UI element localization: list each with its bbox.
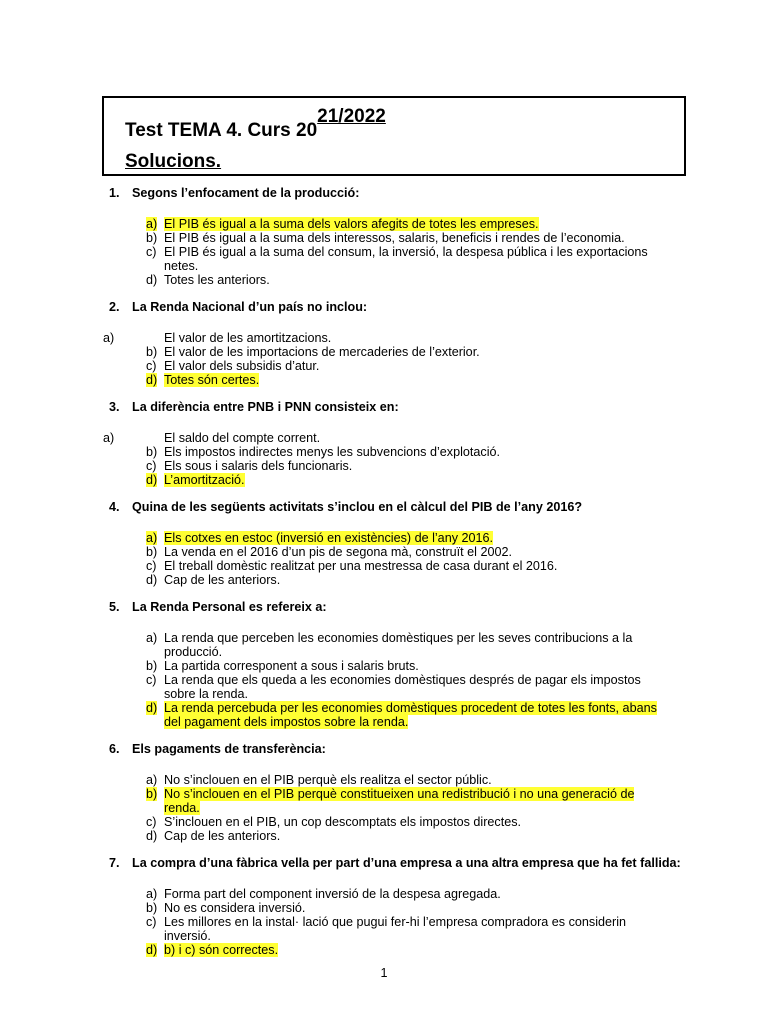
question-title xyxy=(109,300,768,314)
option-item xyxy=(0,815,768,829)
page-number: 1 xyxy=(380,966,388,980)
option-letter: d) xyxy=(146,473,158,487)
title-box xyxy=(102,96,686,176)
option-list xyxy=(0,331,768,387)
question-text: La Renda Personal es refereix a: xyxy=(132,600,327,614)
option-list xyxy=(0,217,768,287)
option-letter: c) xyxy=(146,673,157,687)
title-main: Test TEMA 4. Curs 20 xyxy=(125,120,318,141)
correct-answer-text: b) i c) són correctes. xyxy=(164,943,279,957)
option-letter: a) xyxy=(103,431,115,445)
option-letter: c) xyxy=(146,459,157,473)
option-letter: b) xyxy=(146,345,158,359)
option-letter: b) xyxy=(146,545,158,559)
option-list xyxy=(0,773,768,843)
correct-answer-text: No s’inclouen en el PIB perquè constitueixen una redistribució i no una generació de renda. xyxy=(164,787,635,815)
option-text: El PIB és igual a la suma dels interessos, salaris, beneficis i rendes de l’economia. xyxy=(164,231,625,245)
option-item xyxy=(0,773,768,787)
option-item xyxy=(0,217,768,231)
option-text: El valor de les importacions de mercaderies de l’exterior. xyxy=(164,345,480,359)
question-text: La Renda Nacional d’un país no inclou: xyxy=(132,300,368,314)
option-item xyxy=(0,345,768,359)
question-2 xyxy=(0,300,768,387)
question-list xyxy=(0,186,768,970)
option-text: El valor de les amortitzacions. xyxy=(164,331,332,345)
option-text: No es considera inversió. xyxy=(164,901,306,915)
option-text: Cap de les anteriors. xyxy=(164,829,281,843)
option-list xyxy=(0,631,768,729)
question-6 xyxy=(0,742,768,843)
option-list xyxy=(0,531,768,587)
option-text: Totes les anteriors. xyxy=(164,273,270,287)
option-letter: a) xyxy=(146,631,158,645)
option-letter: d) xyxy=(146,573,158,587)
question-number: 7. xyxy=(109,856,120,870)
option-text: El saldo del compte corrent. xyxy=(164,431,321,445)
question-text: La diferència entre PNB i PNN consisteix en: xyxy=(132,400,399,414)
question-4 xyxy=(0,500,768,587)
option-text: Forma part del component inversió de la despesa agregada. xyxy=(164,887,501,901)
option-letter: a) xyxy=(146,217,158,231)
question-number: 4. xyxy=(109,500,120,514)
option-letter: b) xyxy=(146,231,158,245)
option-letter: c) xyxy=(146,915,157,929)
option-letter: d) xyxy=(146,701,158,715)
option-letter: b) xyxy=(146,445,158,459)
option-text: La venda en el 2016 d’un pis de segona mà, construït el 2002. xyxy=(164,545,512,559)
option-text: El PIB és igual a la suma del consum, la inversió, la despesa pública i les exportacions netes. xyxy=(164,245,648,273)
option-letter: a) xyxy=(103,331,115,345)
option-item xyxy=(0,431,768,445)
option-item xyxy=(0,829,768,843)
option-letter: c) xyxy=(146,359,157,373)
option-item xyxy=(0,659,768,673)
option-item xyxy=(0,545,768,559)
option-item xyxy=(0,673,768,701)
question-number: 3. xyxy=(109,400,120,414)
question-text: Els pagaments de transferència: xyxy=(132,742,326,756)
option-text: S’inclouen en el PIB, un cop descomptats els impostos directes. xyxy=(164,815,522,829)
option-item xyxy=(0,559,768,573)
option-item xyxy=(0,359,768,373)
title-year: 21/2022 xyxy=(317,106,386,127)
question-number: 1. xyxy=(109,186,120,200)
question-5 xyxy=(0,600,768,729)
option-text: Els impostos indirectes menys les subvencions d’explotació. xyxy=(164,445,500,459)
option-text: El treball domèstic realitzat per una mestressa de casa durant el 2016. xyxy=(164,559,558,573)
option-item xyxy=(0,701,768,729)
correct-answer-text: Totes són certes. xyxy=(164,373,260,387)
option-list xyxy=(0,887,768,957)
option-item xyxy=(0,915,768,943)
option-list xyxy=(0,431,768,487)
question-title xyxy=(109,856,768,870)
option-item xyxy=(0,273,768,287)
option-letter: c) xyxy=(146,815,157,829)
option-letter: d) xyxy=(146,373,158,387)
option-text: Cap de les anteriors. xyxy=(164,573,281,587)
option-letter: a) xyxy=(146,531,158,545)
correct-answer-text: Els cotxes en estoc (inversió en existències) de l’any 2016. xyxy=(164,531,494,545)
question-1 xyxy=(0,186,768,287)
option-letter: b) xyxy=(146,787,158,801)
option-text: La renda que perceben les economies domèstiques per les seves contribucions a la producció. xyxy=(164,631,633,659)
question-number: 2. xyxy=(109,300,120,314)
question-7 xyxy=(0,856,768,957)
option-text: La renda que els queda a les economies domèstiques després de pagar els impostos sobre la renda. xyxy=(164,673,641,701)
option-letter: c) xyxy=(146,559,157,573)
option-letter: a) xyxy=(146,773,158,787)
question-text: La compra d’una fàbrica vella per part d’una empresa a una altra empresa que ha fet fallida: xyxy=(132,856,681,870)
option-item xyxy=(0,459,768,473)
question-number: 5. xyxy=(109,600,120,614)
correct-answer-text: El PIB és igual a la suma dels valors afegits de totes les empreses. xyxy=(164,217,539,231)
question-title xyxy=(109,400,768,414)
option-item xyxy=(0,787,768,815)
question-number: 6. xyxy=(109,742,120,756)
option-item xyxy=(0,245,768,273)
question-text: Segons l’enfocament de la producció: xyxy=(132,186,360,200)
option-text: No s’inclouen en el PIB perquè els realitza el sector públic. xyxy=(164,773,492,787)
question-title xyxy=(109,600,768,614)
correct-answer-text: L’amortització. xyxy=(164,473,245,487)
option-item xyxy=(0,331,768,345)
option-letter: d) xyxy=(146,273,158,287)
question-text: Quina de les següents activitats s’inclou en el càlcul del PIB de l’any 2016? xyxy=(132,500,583,514)
option-letter: d) xyxy=(146,943,158,957)
option-item xyxy=(0,573,768,587)
option-item xyxy=(0,631,768,659)
option-item xyxy=(0,373,768,387)
option-item xyxy=(0,231,768,245)
option-item xyxy=(0,445,768,459)
option-item xyxy=(0,901,768,915)
option-item xyxy=(0,887,768,901)
option-text: Els sous i salaris dels funcionaris. xyxy=(164,459,353,473)
option-text: El valor dels subsidis d’atur. xyxy=(164,359,320,373)
option-letter: a) xyxy=(146,887,158,901)
option-letter: b) xyxy=(146,659,158,673)
option-item xyxy=(0,943,768,957)
page-subtitle: Solucions. xyxy=(125,151,222,172)
option-item xyxy=(0,473,768,487)
option-text: Les millores en la instal· lació que pugui fer-hi l’empresa compradora es considerin inversió. xyxy=(164,915,626,943)
question-3 xyxy=(0,400,768,487)
page-title xyxy=(125,106,386,142)
option-letter: b) xyxy=(146,901,158,915)
option-letter: d) xyxy=(146,829,158,843)
option-text: La partida corresponent a sous i salaris bruts. xyxy=(164,659,419,673)
question-title xyxy=(109,742,768,756)
question-title xyxy=(109,186,768,200)
option-letter: c) xyxy=(146,245,157,259)
option-item xyxy=(0,531,768,545)
question-title xyxy=(109,500,768,514)
correct-answer-text: La renda percebuda per les economies domèstiques procedent de totes les fonts, abans del pagament dels impostos sobre la renda. xyxy=(164,701,657,729)
